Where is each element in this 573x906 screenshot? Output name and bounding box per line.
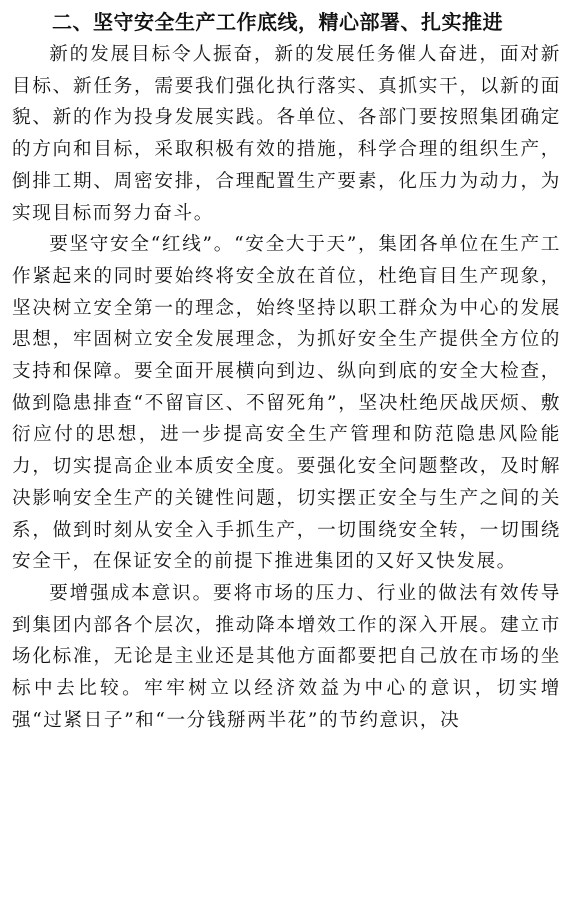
- paragraph-cost-awareness: 要增强成本意识。要将市场的压力、行业的做法有效传导到集团内部各个层次，推动降本增效工作的深入开展。建立市场化标准，无论是主业还是其他方面都要把自己放在市场的坐标中去比较。牢牢树立以经济效益为中心的意识，切实增强“过紧日子”和“一分钱掰两半花”的节约意识，决: [12, 582, 561, 731]
- paragraph-goals: 新的发展目标令人振奋，新的发展任务催人奋进，面对新目标、新任务，需要我们强化执行落实、真抓实干，以新的面貌、新的作为投身发展实践。各单位、各部门要按照集团确定的方向和目标，采取积极有效的措施，科学合理的组织生产，倒排工期、周密安排，合理配置生产要素，化压力为动力，为实现目标而努力奋斗。: [12, 44, 561, 224]
- paragraph-safety-redline: 要坚守安全“红线”。“安全大于天”，集团各单位在生产工作紧起来的同时要始终将安全放在首位，杜绝盲目生产现象，坚决树立安全第一的理念，始终坚持以职工群众为中心的发展思想，牢固树立安全发展理念，为抓好安全生产提供全方位的支持和保障。要全面开展横向到边、纵向到底的安全大检查，做到隐患排查“不留盲区、不留死角”，坚决杜绝厌战厌烦、敷衍应付的思想，进一步提高安全生产管理和防范隐患风险能力，切实提高企业本质安全度。要强化安全问题整改，及时解决影响安全生产的关键性问题，切实摆正安全与生产之间的关系，做到时刻从安全入手抓生产，一切围绕安全转，一切围绕安全干，在保证安全的前提下推进集团的又好又快发展。: [12, 234, 561, 573]
- section-heading: 二、坚守安全生产工作底线，精心部署、扎实推进: [52, 10, 503, 34]
